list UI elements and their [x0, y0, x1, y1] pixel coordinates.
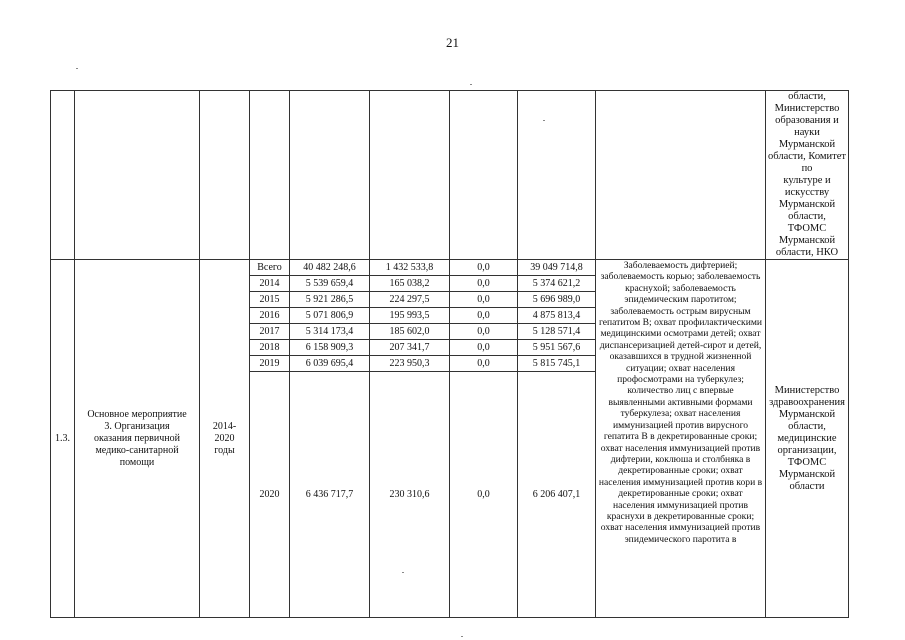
federal-cell: 207 341,7 — [370, 340, 450, 356]
local-cell: 0,0 — [450, 372, 518, 618]
total-cell: 5 071 806,9 — [290, 308, 370, 324]
regional-cell: 5 696 989,0 — [518, 292, 596, 308]
item-number: 1.3. — [51, 260, 75, 618]
regional-cell: 4 875 813,4 — [518, 308, 596, 324]
year-cell: 2014 — [250, 276, 290, 292]
page-number: 21 — [446, 35, 459, 50]
program-table — [50, 90, 849, 618]
federal-cell: 223 950,3 — [370, 356, 450, 372]
year-cell: Всего — [250, 260, 290, 276]
regional-cell: 5 374 621,2 — [518, 276, 596, 292]
total-cell: 6 039 695,4 — [290, 356, 370, 372]
federal-cell: 230 310,6 — [370, 372, 450, 618]
target-indicators: Заболеваемость дифтерией; заболеваемость корью; заболеваемость краснухой; заболеваемость эпидемическим паротитом; заболеваемость острым вирусным гепатитом В; охват профилактическими медицинскими осмотрами детей; охват диспансеризацией детей-сирот и детей, оказавшихся в трудной жизненной ситуации; охват населения профосмотрами на туберкулез; количество лиц с впервые выявленными активными формами туберкулеза; охват населения иммунизацией против вирусного гепатита В в декретированные сроки; охват населения иммунизацией против дифтерии, коклюша и столбняка в декретированные сроки; охват населения иммунизацией против кори в декретированные сроки; охват населения иммунизацией против краснухи в декретированные сроки; охват населения иммунизацией против эпидемического паротита в — [596, 260, 766, 618]
total-cell: 5 539 659,4 — [290, 276, 370, 292]
year-cell: 2019 — [250, 356, 290, 372]
year-cell: 2015 — [250, 292, 290, 308]
item-period: 2014- 2020 годы — [200, 260, 250, 618]
federal-cell: 1 432 533,8 — [370, 260, 450, 276]
regional-cell: 6 206 407,1 — [518, 372, 596, 618]
scan-speck — [76, 68, 78, 69]
federal-cell: 195 993,5 — [370, 308, 450, 324]
total-cell: 40 482 248,6 — [290, 260, 370, 276]
year-cell: 2020 — [250, 372, 290, 618]
regional-cell: 5 815 745,1 — [518, 356, 596, 372]
year-cell: 2016 — [250, 308, 290, 324]
scan-speck — [461, 636, 463, 637]
total-cell: 6 158 909,3 — [290, 340, 370, 356]
responsible-executors: Министерство здравоохранения Мурманской области, медицинские организации, ТФОМС Мурманской области — [766, 260, 849, 618]
local-cell: 0,0 — [450, 260, 518, 276]
local-cell: 0,0 — [450, 340, 518, 356]
federal-cell: 224 297,5 — [370, 292, 450, 308]
local-cell: 0,0 — [450, 356, 518, 372]
year-cell: 2018 — [250, 340, 290, 356]
total-cell: 5 921 286,5 — [290, 292, 370, 308]
total-cell: 6 436 717,7 — [290, 372, 370, 618]
finance-row-total — [51, 260, 849, 276]
scan-speck — [402, 572, 404, 573]
regional-cell: 5 951 567,6 — [518, 340, 596, 356]
total-cell: 5 314 173,4 — [290, 324, 370, 340]
regional-cell: 39 049 714,8 — [518, 260, 596, 276]
local-cell: 0,0 — [450, 276, 518, 292]
scan-speck — [470, 84, 472, 85]
local-cell: 0,0 — [450, 292, 518, 308]
local-cell: 0,0 — [450, 324, 518, 340]
continuation-row — [51, 91, 849, 260]
item-name: Основное мероприятие 3. Организация оказания первичной медико-санитарной помощи — [75, 260, 200, 618]
federal-cell: 185 602,0 — [370, 324, 450, 340]
federal-cell: 165 038,2 — [370, 276, 450, 292]
local-cell: 0,0 — [450, 308, 518, 324]
scan-speck — [543, 120, 545, 121]
year-cell: 2017 — [250, 324, 290, 340]
responsible-continuation: области, Министерство образования и науки Мурманской области, Комитет по культуре и искусству Мурманской области, ТФОМС Мурманской области, НКО — [766, 91, 849, 260]
regional-cell: 5 128 571,4 — [518, 324, 596, 340]
